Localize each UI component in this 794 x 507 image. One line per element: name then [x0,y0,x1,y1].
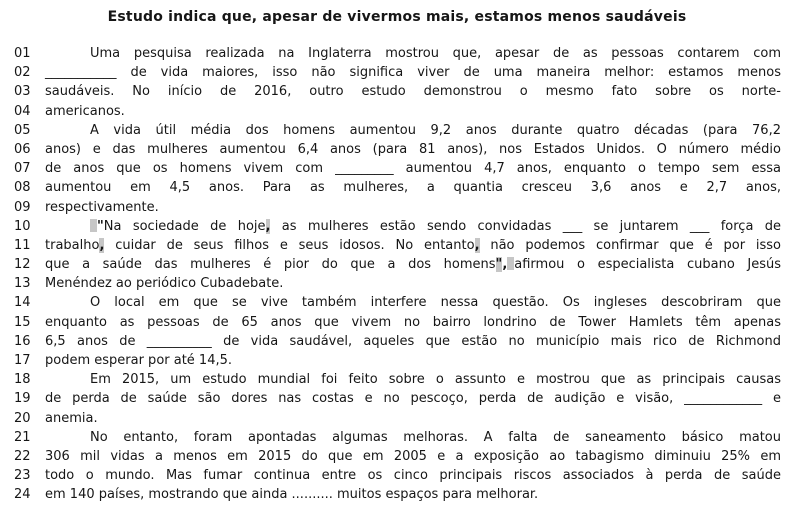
text-line-20 [0,409,794,428]
line-number: 17 [14,353,31,368]
line-number: 15 [14,314,31,330]
line-number: 22 [14,448,31,464]
text-line-07 [0,159,794,178]
line-text: Em 2015, um estudo mundial foi feito sobre o assunto e mostrou que as principais causas [90,372,781,388]
text-line-15 [0,313,794,332]
line-number: 24 [14,487,31,503]
line-number: 06 [14,141,31,157]
line-text: que a saúde das mulheres é pior do que a dos homens", afirmou o especialista cubano Jesús [45,257,781,273]
line-number: 19 [14,391,31,407]
line-number: 02 [14,65,31,81]
bold-punctuation: " [97,218,104,234]
line-number: 20 [14,410,31,426]
highlighted-punctuation: " [495,257,503,273]
line-text: de anos que os homens vivem com _________ aumentou 4,7 anos, enquanto o tempo sem essa [45,161,781,177]
text-line-13 [0,274,794,293]
line-number: 23 [14,468,31,484]
highlighted-punctuation: , [99,237,105,253]
line-text: podem esperar por até 14,5. [45,353,233,368]
line-number: 03 [14,84,31,100]
line-text: enquanto as pessoas de 65 anos que vivem no bairro londrino de Tower Hamlets têm apenas [45,314,781,330]
text-line-16 [0,332,794,351]
bold-punctuation: , [502,257,508,273]
text-line-10 [0,217,794,236]
text-line-21 [0,428,794,447]
line-text: Uma pesquisa realizada na Inglaterra mostrou que, apesar de as pessoas contarem com [90,46,781,61]
text-line-04 [0,102,794,121]
text-line-01 [0,44,794,63]
line-number: 08 [14,180,31,196]
line-number: 16 [14,333,31,349]
line-text: todo o mundo. Mas fumar continua entre os cinco principais riscos associados à perda de saúde [45,468,781,484]
highlight-mark [507,257,514,270]
line-number: 18 [14,372,31,388]
highlighted-punctuation: , [474,237,480,253]
line-number: 04 [14,103,31,119]
text-line-05 [0,121,794,140]
line-text: americanos. [45,103,125,119]
line-number: 21 [14,429,31,445]
line-number: 07 [14,161,31,177]
highlight-mark [90,219,97,232]
line-number: 14 [14,295,31,311]
text-line-03 [0,82,794,101]
line-number: 01 [14,46,31,61]
text-line-12 [0,255,794,274]
line-number: 09 [14,199,31,215]
line-text: No entanto, foram apontadas algumas melhoras. A falta de saneamento básico matou [90,429,781,445]
line-text: Menéndez ao periódico Cubadebate. [45,276,284,292]
line-text: trabalho, cuidar de seus filhos e seus idosos. No entanto, não podemos confirmar que é por isso [45,237,781,253]
text-line-08 [0,178,794,197]
text-line-19 [0,389,794,408]
line-number: 11 [14,237,31,253]
line-text: O local em que se vive também interfere nessa questão. Os ingleses descobriram que [90,295,781,311]
line-text: anos) e das mulheres aumentou 6,4 anos (para 81 anos), nos Estados Unidos. O número médio [45,141,781,157]
line-text: de perda de saúde são dores nas costas e no pescoço, perda de audição e visão, ____________ e [45,391,781,407]
text-line-22 [0,447,794,466]
line-text: anemia. [45,410,98,426]
text-line-09 [0,198,794,217]
text-line-17 [0,351,794,370]
text-line-06 [0,140,794,159]
highlighted-punctuation: , [265,218,271,234]
line-text: em 140 países, mostrando que ainda .......... muitos espaços para melhorar. [45,487,539,503]
text-line-18 [0,370,794,389]
line-text: respectivamente. [45,199,159,215]
line-text: saudáveis. No início de 2016, outro estudo demonstrou o mesmo fato sobre os norte- [45,84,781,100]
text-line-14 [0,293,794,312]
line-number: 13 [14,276,31,292]
line-text: A vida útil média dos homens aumentou 9,2 anos durante quatro décadas (para 76,2 [90,122,781,138]
line-number: 05 [14,122,31,138]
text-line-23 [0,466,794,485]
line-text: aumentou em 4,5 anos. Para as mulheres, a quantia cresceu 3,6 anos e 2,7 anos, [45,180,781,196]
line-text: "Na sociedade de hoje, as mulheres estão sendo convidadas ___ se juntarem ___ força de [45,217,794,236]
document-body [0,44,794,505]
line-text: ___________ de vida maiores, isso não significa viver de uma maneira melhor: estamos menos [45,65,781,81]
line-number: 10 [14,218,31,234]
line-text: 6,5 anos de __________ de vida saudável, aqueles que estão no município mais rico de Richmond [45,333,781,349]
text-line-02 [0,63,794,82]
text-line-11 [0,236,794,255]
document-title: Estudo indica que, apesar de vivermos mais, estamos menos saudáveis [107,9,687,25]
line-number: 12 [14,257,31,273]
text-line-24 [0,485,794,504]
line-text: 306 mil vidas a menos em 2015 do que em 2005 e a exposição ao tabagismo diminuiu 25% em [45,448,781,464]
